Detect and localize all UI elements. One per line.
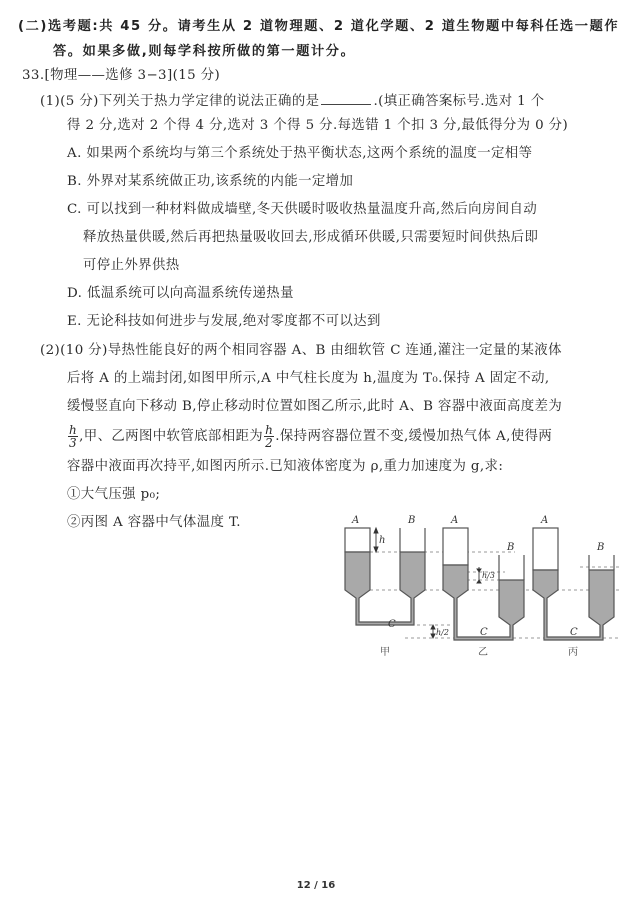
part2-line1: (2)(10 分)导热性能良好的两个相同容器 A、B 由细软管 C 连通,灌注一定量的某液体 <box>40 343 562 358</box>
option-a-label: A. <box>67 146 82 161</box>
option-c-continued-2: 可停止外界供热 <box>83 258 180 273</box>
label-h-over-2: h/2 <box>436 628 449 637</box>
option-c-continued-1: 释放热量供暖,然后再把热量吸收回去,形成循环供暖,只需要短时间供热后即 <box>83 230 539 245</box>
part2-line3: 缓慢竖直向下移动 B,停止移动时位置如图乙所示,此时 A、B 容器中液面高度差为 <box>67 399 563 414</box>
caption-bing: 丙 <box>568 647 578 658</box>
option-e-label: E. <box>67 314 82 329</box>
part2-line4-text-a: ,甲、乙两图中软管底部相距为 <box>79 429 264 444</box>
option-e <box>67 313 381 331</box>
fraction-numerator: h <box>69 423 78 437</box>
label-c-bing: C <box>570 627 578 638</box>
option-c-text: 可以找到一种材料做成墙壁,冬天供暖时吸收热量温度升高,然后向房间自动 <box>86 202 538 217</box>
fraction-denominator: 2 <box>265 436 274 450</box>
sub-question-1: ①大气压强 p₀; <box>67 487 161 502</box>
section-heading-line2: 答。如果多做,则每学科按所做的第一题计分。 <box>53 44 356 59</box>
label-h: h <box>379 535 386 546</box>
option-c <box>67 201 537 219</box>
option-b-text: 外界对某系统做正功,该系统的内能一定增加 <box>86 174 354 189</box>
label-c-yi: C <box>480 627 488 638</box>
fraction-denominator: 3 <box>69 436 78 450</box>
option-e-text: 无论科技如何进步与发展,绝对零度都不可以达到 <box>86 314 381 329</box>
option-c-label: C. <box>67 202 82 217</box>
option-d-text: 低温系统可以向高温系统传递热量 <box>87 286 294 301</box>
u-tube-diagram <box>330 505 620 665</box>
option-b <box>67 173 353 191</box>
part2-line2: 后将 A 的上端封闭,如图甲所示,A 中气柱长度为 h,温度为 T₀.保持 A 固定不动, <box>67 371 550 386</box>
part2-line4 <box>67 424 552 449</box>
part2-line4-text-b: .保持两容器位置不变,缓慢加热气体 A,使得两 <box>275 429 553 444</box>
page-number: 12 / 16 <box>296 880 336 891</box>
label-b-bing: B <box>597 542 605 553</box>
option-d-label: D. <box>67 286 83 301</box>
option-b-label: B. <box>67 174 82 189</box>
option-a <box>67 145 532 163</box>
u-tube-figure <box>330 505 620 665</box>
label-b-jia: B <box>408 515 416 526</box>
sub-question-2: ②丙图 A 容器中气体温度 T. <box>67 515 241 530</box>
caption-jia: 甲 <box>380 647 390 658</box>
label-a-yi: A <box>451 515 459 526</box>
part1-stem-instruction: .(填正确答案标号.选对 1 个 <box>373 94 545 109</box>
label-c-jia: C <box>388 619 396 630</box>
part1-stem-line2: 得 2 分,选对 2 个得 4 分,选对 3 个得 5 分.每选错 1 个扣 3 分,最低得分为 0 分) <box>67 118 569 133</box>
fraction-h-over-3 <box>68 424 78 449</box>
answer-blank[interactable] <box>321 92 371 105</box>
part1-stem-line1 <box>40 92 545 111</box>
label-a-bing: A <box>541 515 549 526</box>
part1-stem-text: (1)(5 分)下列关于热力学定律的说法正确的是 <box>40 94 320 109</box>
fraction-numerator: h <box>265 423 274 437</box>
part2-line5: 容器中液面再次持平,如图丙所示.已知液体密度为 ρ,重力加速度为 g,求: <box>67 459 504 474</box>
option-a-text: 如果两个系统均与第三个系统处于热平衡状态,这两个系统的温度一定相等 <box>86 146 533 161</box>
question-33-title: 33.[物理——选修 3−3](15 分) <box>22 68 221 83</box>
section-heading-line1: (二)选考题:共 45 分。请考生从 2 道物理题、2 道化学题、2 道生物题中每科任选一题作 <box>18 19 620 34</box>
label-b-yi: B <box>507 542 515 553</box>
caption-yi: 乙 <box>478 647 488 658</box>
option-d <box>67 285 294 303</box>
fraction-h-over-2 <box>264 424 274 449</box>
label-h-over-3: h/3 <box>482 571 495 580</box>
label-a-jia: A <box>352 515 360 526</box>
